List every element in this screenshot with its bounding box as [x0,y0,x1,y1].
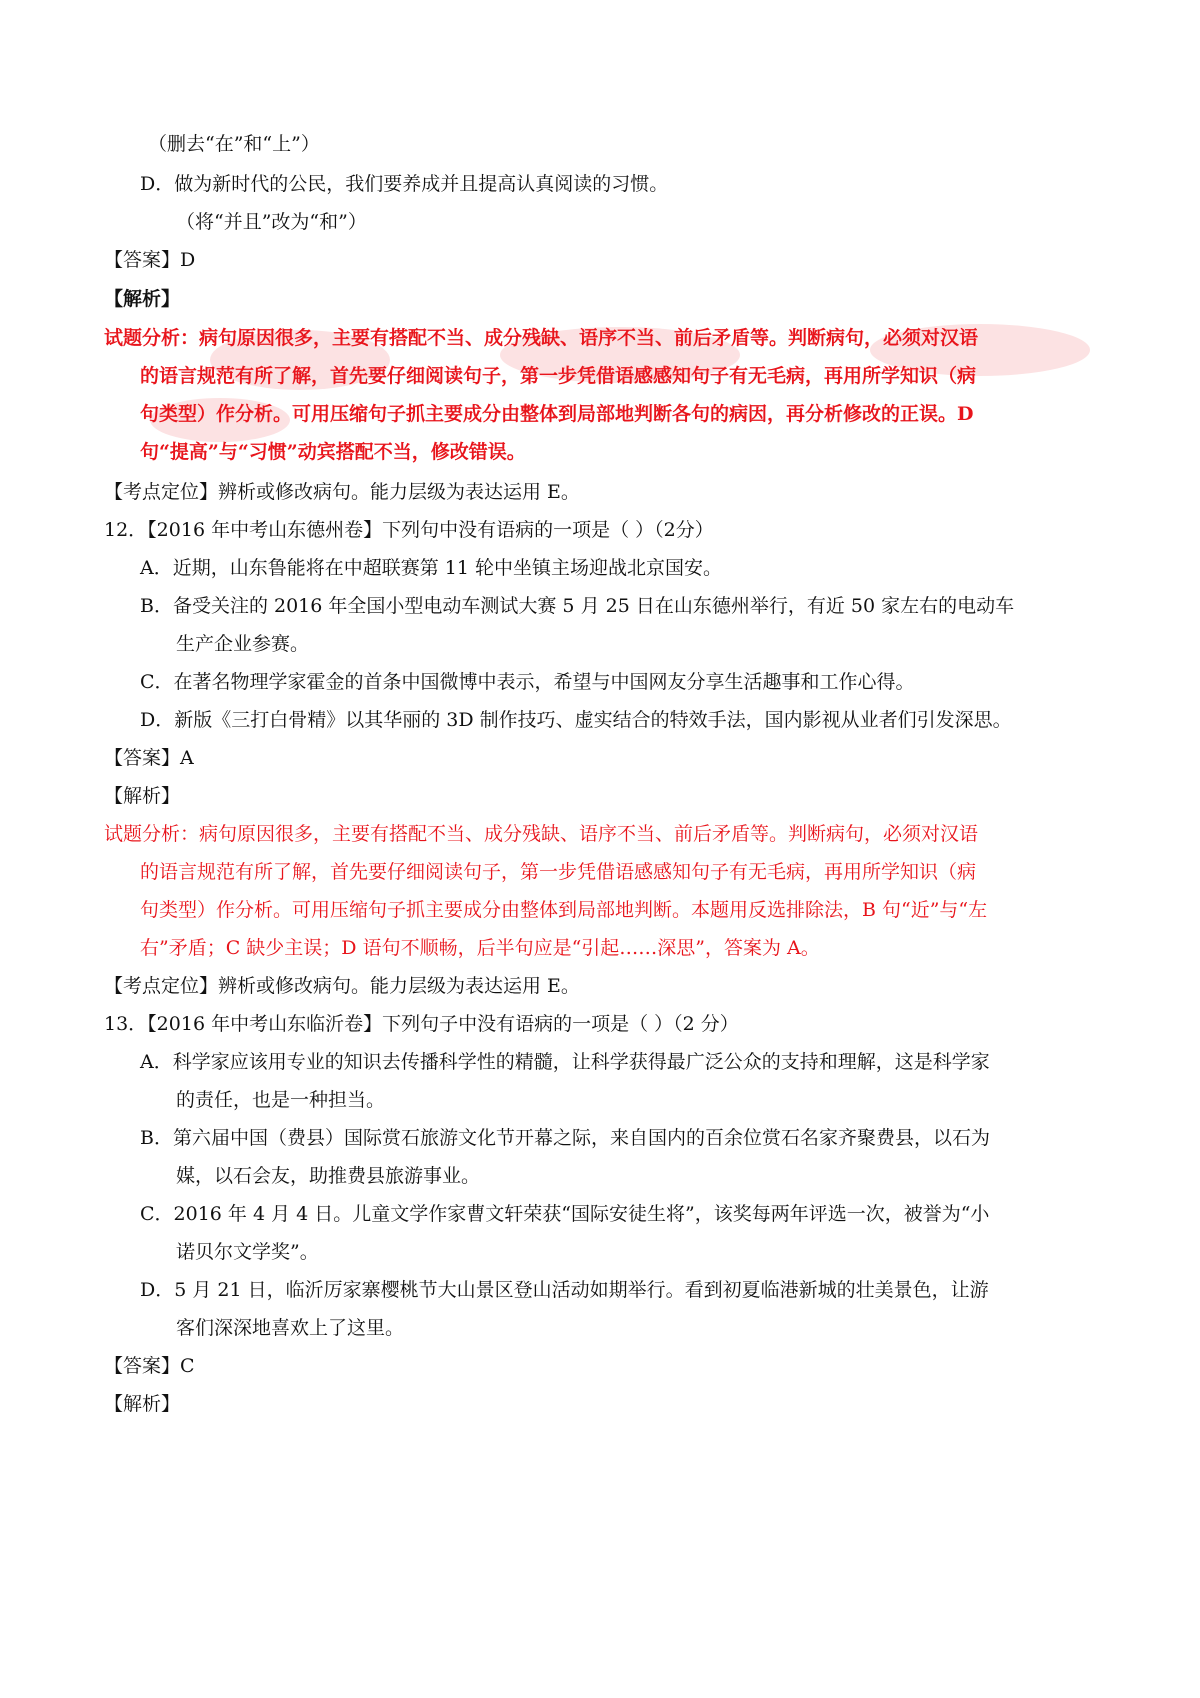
option-d-q11: D．做为新时代的公民，我们要养成并且提高认真阅读的习惯。 [140,173,669,195]
analysis-heading-q13: 【解析】 [104,1393,181,1415]
answer-q12: 【答案】A [104,747,194,769]
option-b-q12-line-2: 生产企业参赛。 [176,633,310,655]
option-c-q13-line-2: 诺贝尔文学奖”。 [176,1241,319,1263]
option-d-q12: D．新版《三打白骨精》以其华丽的 3D 制作技巧、虚实结合的特效手法，国内影视从业者们引发深思。 [140,709,1012,731]
option-c-q13-line-1: C．2016 年 4 月 4 日。儿童文学作家曹文轩荣获“国际安徒生将”，该奖每两年评选一次，被誉为“小 [140,1203,990,1225]
option-a-q12: A．近期，山东鲁能将在中超联赛第 11 轮中坐镇主场迎战北京国安。 [140,557,722,579]
analysis-q11-line-4: 句“提高”与“习惯”动宾搭配不当，修改错误。 [140,441,526,463]
option-a-q13-line-2: 的责任，也是一种担当。 [176,1089,386,1111]
analysis-q12-line-3: 句类型）作分析。可用压缩句子抓主要成分由整体到局部地判断。本题用反选排除法，B 句“近”与“左 [140,899,988,921]
analysis-heading-q12: 【解析】 [104,785,181,807]
analysis-q11-line-1: 试题分析：病句原因很多，主要有搭配不当、成分残缺、语序不当、前后矛盾等。判断病句，必须对汉语 [104,327,979,349]
key-point-q12: 【考点定位】辨析或修改病句。能力层级为表达运用 E。 [104,975,580,997]
option-b-q13-line-1: B．第六届中国（费县）国际赏石旅游文化节开幕之际，来自国内的百余位赏石名家齐聚费县，以石为 [140,1127,990,1149]
note-change-bingqie: （将“并且”改为“和”） [176,211,367,233]
answer-q13: 【答案】C [104,1355,195,1377]
analysis-q12-line-4: 右”矛盾；C 缺少主误；D 语句不顺畅，后半句应是“引起……深思”，答案为 A。 [140,937,820,959]
question-13-stem: 13．【2016 年中考山东临沂卷】下列句子中没有语病的一项是（ ）（2 分） [104,1013,739,1035]
option-b-q13-line-2: 媒，以石会友，助推费县旅游事业。 [176,1165,481,1187]
analysis-q11-line-2: 的语言规范有所了解，首先要仔细阅读句子，第一步凭借语感感知句子有无毛病，再用所学知识（病 [140,365,977,387]
analysis-q12-line-2: 的语言规范有所了解，首先要仔细阅读句子，第一步凭借语感感知句子有无毛病，再用所学知识（病 [140,861,977,883]
analysis-heading-q11: 【解析】 [104,288,181,310]
option-d-q13-line-2: 客们深深地喜欢上了这里。 [176,1317,405,1339]
analysis-q11-line-3: 句类型）作分析。可用压缩句子抓主要成分由整体到局部地判断各句的病因，再分析修改的正误。D [140,403,974,425]
option-a-q13-line-1: A．科学家应该用专业的知识去传播科学性的精髓，让科学获得最广泛公众的支持和理解，这是科学家 [140,1051,990,1073]
option-d-q13-line-1: D．5 月 21 日，临沂厉家寨樱桃节大山景区登山活动如期举行。看到初夏临港新城的壮美景色，让游 [140,1279,989,1301]
analysis-q12-line-1: 试题分析：病句原因很多，主要有搭配不当、成分残缺、语序不当、前后矛盾等。判断病句，必须对汉语 [104,823,979,845]
option-b-q12-line-1: B．备受关注的 2016 年全国小型电动车测试大赛 5 月 25 日在山东德州举行，有近 50 家左右的电动车 [140,595,1015,617]
question-12-stem: 12．【2016 年中考山东德州卷】下列句中没有语病的一项是（ ）（2分） [104,519,714,541]
key-point-q11: 【考点定位】辨析或修改病句。能力层级为表达运用 E。 [104,481,580,503]
answer-q11: 【答案】D [104,249,196,271]
note-delete-in-on: （删去“在”和“上”） [148,133,320,155]
option-c-q12: C．在著名物理学家霍金的首条中国微博中表示，希望与中国网友分享生活趣事和工作心得。 [140,671,915,693]
